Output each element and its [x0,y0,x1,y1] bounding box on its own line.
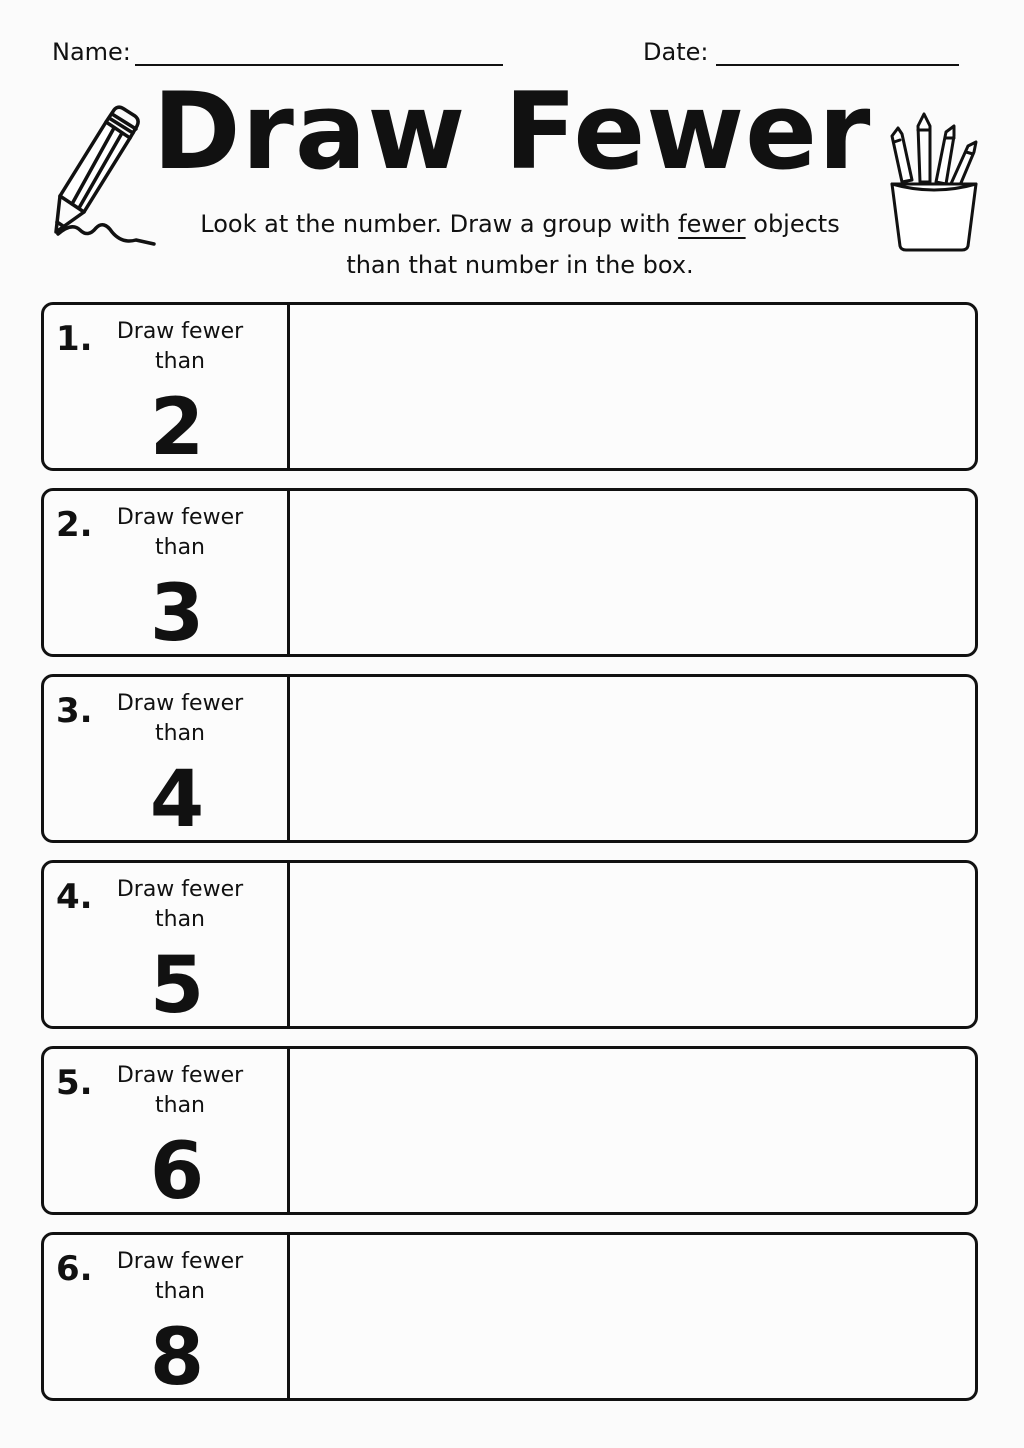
exercise-row [41,488,978,657]
name-label: Name: [52,38,131,66]
row-prompt: Draw fewer than [116,1249,244,1304]
row-number: 4 [149,755,205,845]
drawing-box[interactable] [290,1049,975,1212]
drawing-box[interactable] [290,677,975,840]
row-index: 6. [56,1249,93,1289]
row-prompt: Draw fewer than [116,319,244,374]
instructions-emphasis: fewer [678,210,746,238]
row-number: 3 [149,569,205,659]
drawing-box[interactable] [290,305,975,468]
exercise-row [41,302,978,471]
pencil-cup-icon [884,110,984,256]
instructions-text-start: Look at the number. Draw a group with [200,210,679,238]
exercise-row [41,1232,978,1401]
row-number: 6 [149,1127,205,1217]
date-label: Date: [643,38,709,66]
row-number: 5 [149,941,205,1031]
drawing-box[interactable] [290,863,975,1026]
row-index: 1. [56,319,93,359]
pencil-icon [44,104,160,254]
page-title: Draw Fewer [152,70,872,193]
row-prompt: Draw fewer than [116,1063,244,1118]
row-index: 3. [56,691,93,731]
exercise-row [41,860,978,1029]
row-number: 8 [149,1313,205,1403]
row-index: 5. [56,1063,93,1103]
exercise-row [41,674,978,843]
drawing-box[interactable] [290,1235,975,1398]
drawing-box[interactable] [290,491,975,654]
row-prompt: Draw fewer than [116,505,244,560]
row-index: 4. [56,877,93,917]
row-number: 2 [149,383,205,473]
row-prompt: Draw fewer than [116,691,244,746]
row-prompt: Draw fewer than [116,877,244,932]
instructions [170,204,870,286]
exercise-row [41,1046,978,1215]
row-index: 2. [56,505,93,545]
instructions-text-end: objects than that number in the box. [346,210,840,279]
